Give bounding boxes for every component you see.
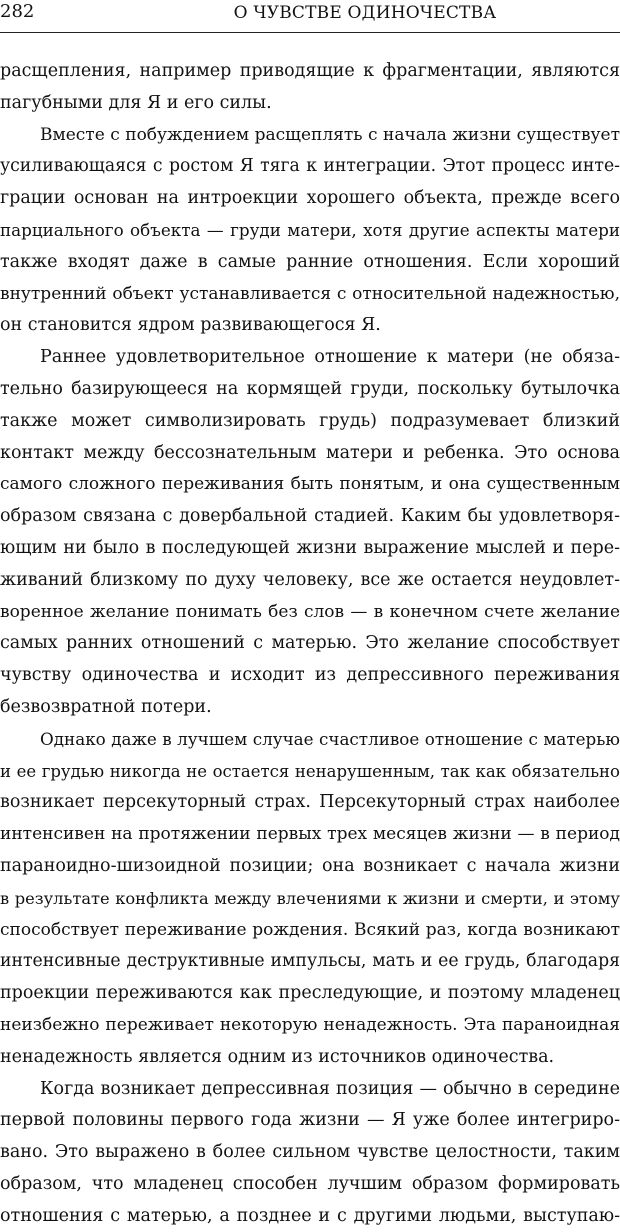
text-line: проекции переживаются как преследующие, и поэтому младенец — [0, 983, 620, 1004]
text-line: неизбежно переживает некоторую ненадежность. Эта параноидная — [0, 1014, 620, 1035]
text-line: живаний близкому по духу человеку, все же остается неудовлет- — [0, 569, 620, 590]
text-line: усиливающаяся с ростом Я тяга к интеграции. Этот процесс инте- — [0, 156, 620, 177]
text-line: и ее грудью никогда не остается ненарушенным, так как обязательно — [0, 761, 620, 781]
text-line: первой половины первого года жизни — Я уже более интегриро- — [0, 1110, 620, 1131]
text-line: контакт между бессознательным матери и ребенка. Это основа — [0, 442, 620, 463]
text-line: самого сложного переживания быть понятым, и она существенным — [0, 474, 620, 495]
text-line: тельно базирующееся на кормящей груди, поскольку бутылочка — [0, 378, 620, 399]
page-number: 282 — [0, 1, 35, 22]
text-line: ющим ни было в последующей жизни выражение мыслей и пере- — [0, 537, 620, 558]
text-line: способствует переживание рождения. Всякий раз, когда возникают — [0, 919, 620, 940]
text-line: в результате конфликта между влечениями к жизни и смерти, и этому — [0, 888, 620, 908]
text-line: ненадежность является одним из источников одиночества. — [0, 1046, 555, 1067]
text-line: воренное желание понимать без слов — в конечном счете желание — [0, 601, 620, 622]
text-line: он становится ядром развивающегося Я. — [0, 315, 381, 336]
text-line: также может символизировать грудь) подразумевает близкий — [0, 410, 620, 431]
text-line: самых ранних отношений с матерью. Это желание способствует — [0, 633, 620, 654]
text-line: Однако даже в лучшем случае счастливое отношение с матерью — [40, 728, 620, 749]
text-line: образом, что младенец способен лучшим образом формировать — [0, 1173, 620, 1194]
text-line: интенсивные деструктивные импульсы, мать и ее грудь, благодаря — [0, 951, 620, 972]
text-line: Вместе с побуждением расщеплять с начала жизни существует — [40, 124, 620, 145]
text-line: вано. Это выражено в более сильном чувстве целостности, таким — [0, 1142, 620, 1163]
body-text — [0, 56, 620, 1232]
text-line: чувству одиночества и исходит из депрессивного переживания — [0, 665, 620, 686]
page-header — [0, 0, 620, 36]
text-line: интенсивен на протяжении первых трех месяцев жизни — в период — [0, 824, 620, 845]
text-line: параноидно-шизоидной позиции; она возникает с начала жизни — [0, 855, 620, 876]
running-title: О ЧУВСТВЕ ОДИНОЧЕСТВА — [233, 3, 497, 23]
text-line: отношения с матерью, а позднее и с другими людьми, выступаю- — [0, 1205, 620, 1226]
text-line: Раннее удовлетворительное отношение к матери (не обяза- — [40, 347, 620, 368]
text-line: безвозвратной потери. — [0, 696, 212, 717]
text-line: расщепления, например приводящие к фрагментации, являются — [0, 61, 620, 81]
text-line: Когда возникает депрессивная позиция — обычно в середине — [40, 1078, 620, 1099]
text-line: пагубными для Я и его силы. — [0, 92, 272, 113]
text-line: возникает персекуторный страх. Персекуторный страх наиболее — [0, 792, 620, 813]
text-line: внутренний объект устанавливается с относительной надежностью, — [0, 283, 620, 304]
text-line: парциального объекта — груди матери, хотя другие аспекты матери — [0, 219, 620, 240]
text-line: образом связана с довербальной стадией. Каким бы удовлетворя- — [0, 506, 620, 527]
text-line: грации основан на интроекции хорошего объекта, прежде всего — [0, 188, 620, 209]
text-line: также входят даже в самые ранние отношения. Если хороший — [0, 251, 620, 272]
header-rule — [0, 32, 620, 33]
